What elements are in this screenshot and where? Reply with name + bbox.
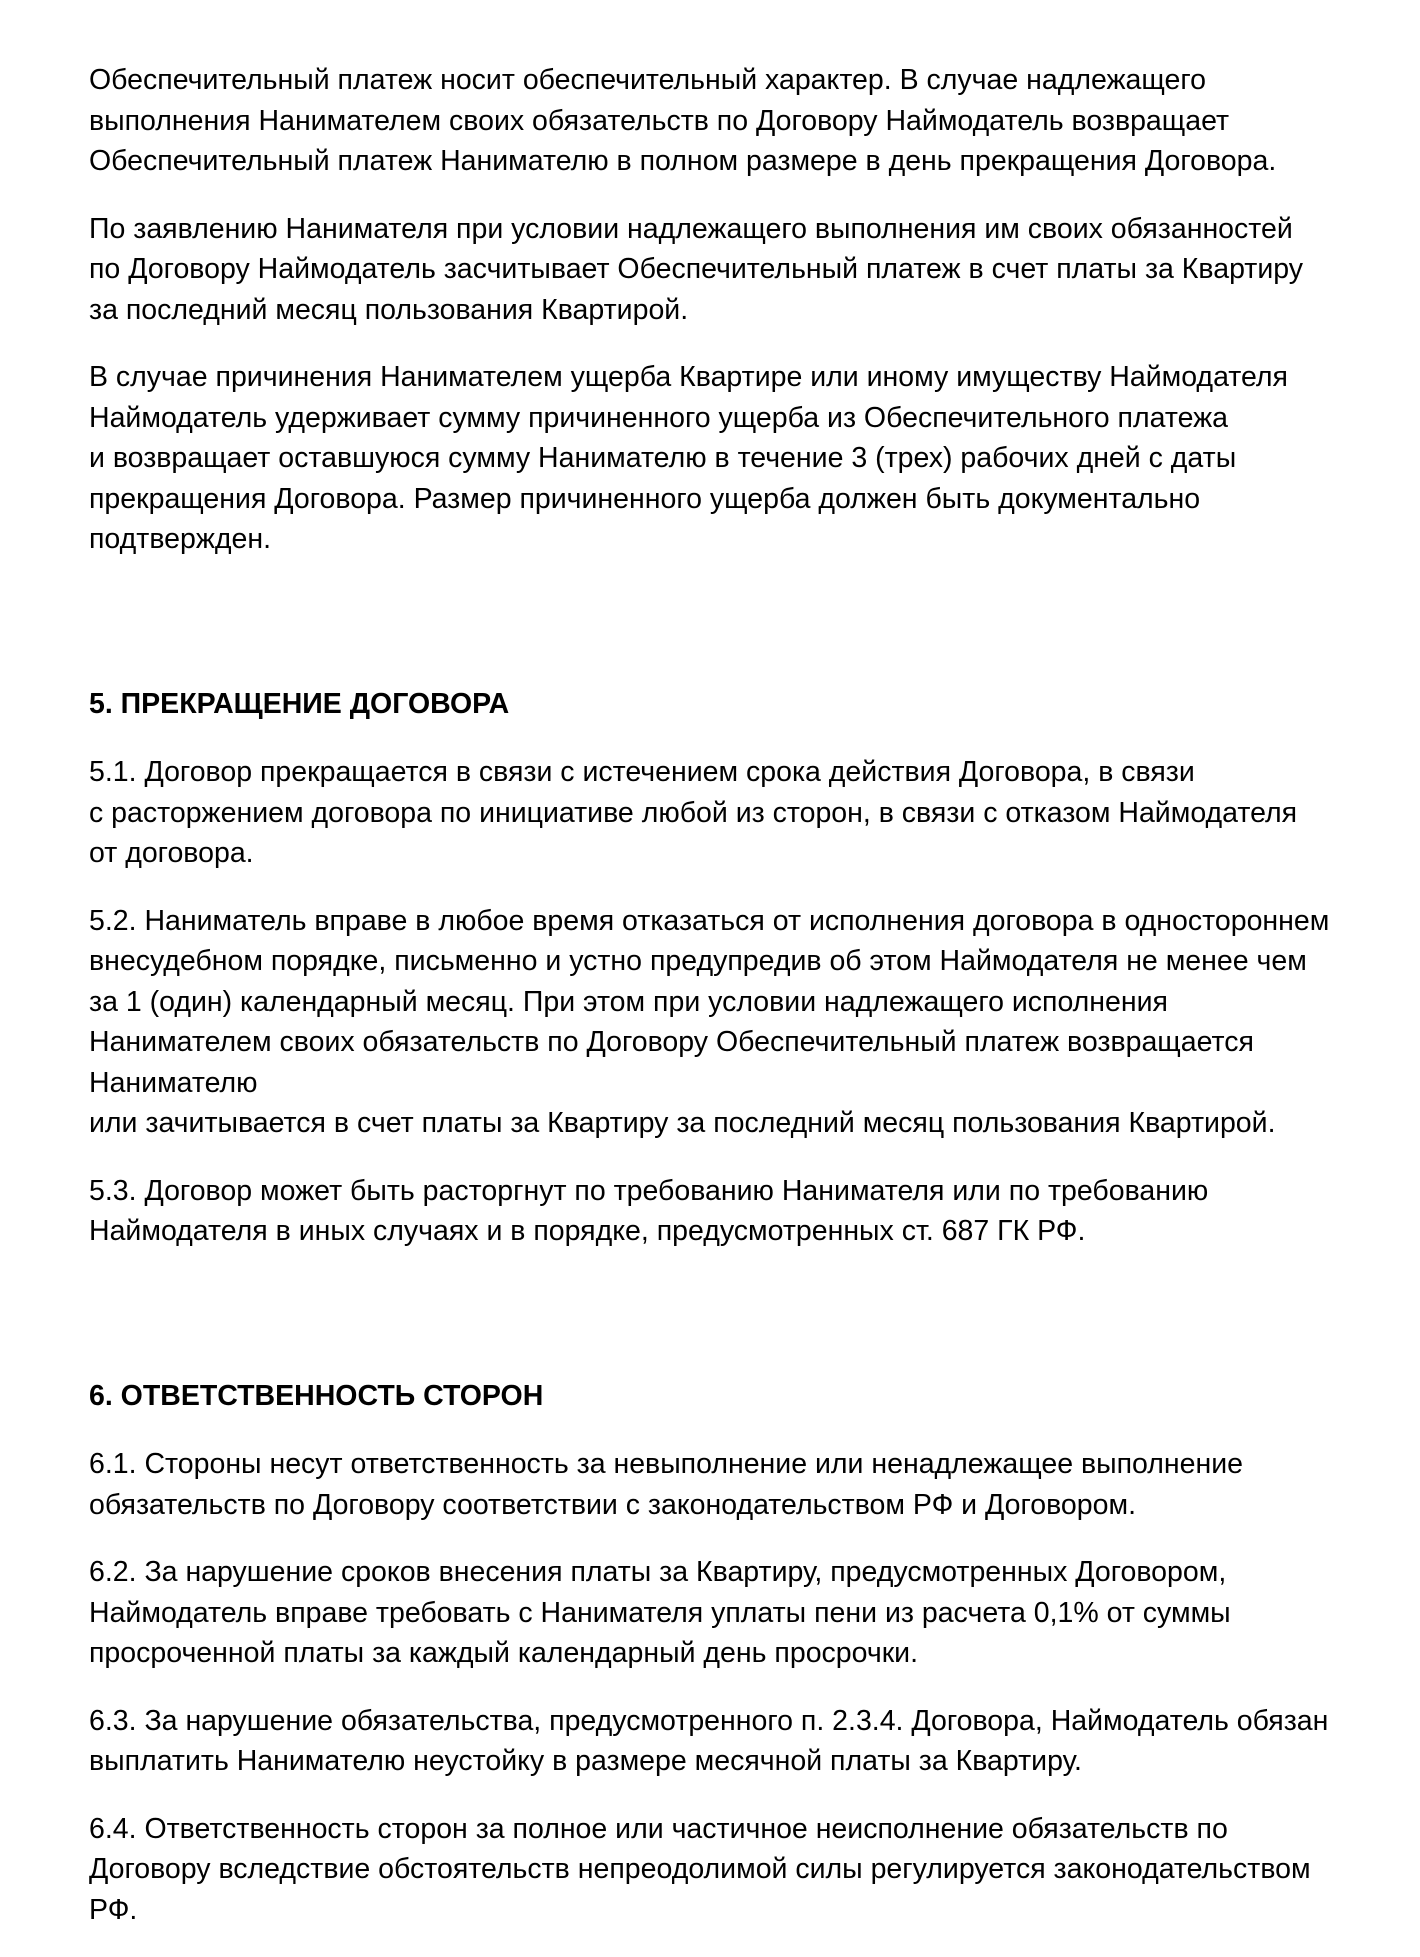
document-page [89,60,1399,1957]
clause-5-3: 5.3. Договор может быть расторгнут по требованию Нанимателя или по требованию Наймодателя в иных случаях и в порядке, предусмотренных ст. 687 ГК РФ. [89,1174,1209,1247]
section-liability [89,1376,1399,1931]
paragraph-damage-deduction: В случае причинения Нанимателем ущерба Квартире или иному имуществу Наймодателя Наймодатель удерживает сумму причиненного ущерба из Обеспечительного платежа и возвращает оставшуюся сумму Нанимателю в течение 3 (трех) рабочих дней с даты прекращения Договора. Размер причиненного ущерба должен быть документально подтвержден. [89,361,1288,555]
clause-5-1: 5.1. Договор прекращается в связи с истечением срока действия Договора, в связи с расторжением договора по инициативе любой из сторон, в связи с отказом Наймодателя от договора. [89,756,1298,869]
section-spacer [89,1279,1399,1376]
section-heading-termination: 5. ПРЕКРАЩЕНИЕ ДОГОВОРА [89,687,510,720]
clause-6-4: 6.4. Ответственность сторон за полное или частичное неисполнение обязательств по Договору вследствие обстоятельств непреодолимой силы регулируется законодательством РФ. [89,1812,1311,1926]
clause-6-2: 6.2. За нарушение сроков внесения платы за Квартиру, предусмотренных Договором, Наймодатель вправе требовать с Нанимателя уплаты пени из расчета 0,1% от суммы просроченной платы за каждый календарный день просрочки. [89,1556,1231,1669]
paragraph-security-deposit-offset: По заявлению Нанимателя при условии надлежащего выполнения им своих обязанностей по Договору Наймодатель засчитывает Обеспечительный платеж в счет платы за Квартиру за последний месяц пользования Квартирой. [89,212,1304,326]
section-spacer [89,587,1399,684]
section-termination [89,684,1399,1252]
clause-6-1: 6.1. Стороны несут ответственность за невыполнение или ненадлежащее выполнение обязательств по Договору соответствии с законодательством РФ и Договором. [89,1448,1244,1521]
clause-6-3: 6.3. За нарушение обязательства, предусмотренного п. 2.3.4. Договора, Наймодатель обязан выплатить Нанимателю неустойку в размере месячной платы за Квартиру. [89,1704,1329,1777]
paragraph-security-deposit-nature: Обеспечительный платеж носит обеспечительный характер. В случае надлежащего выполнения Нанимателем своих обязательств по Договору Наймодатель возвращает Обеспечительный платеж Нанимателю в полном размере в день прекращения Договора. [89,64,1277,177]
section-heading-liability: 6. ОТВЕТСТВЕННОСТЬ СТОРОН [89,1379,544,1412]
intro-block [89,60,1399,560]
clause-5-2: 5.2. Наниматель вправе в любое время отказаться от исполнения договора в одностороннем внесудебном порядке, письменно и устно предупредив об этом Наймодателя не менее чем за 1 (один) календарный месяц. При этом при условии надлежащего исполнения Нанимателем своих обязательств по Договору Обеспечительный платеж возвращается Нанимателю или зачитывается в счет платы за Квартиру за последний месяц пользования Квартирой. [89,904,1330,1139]
